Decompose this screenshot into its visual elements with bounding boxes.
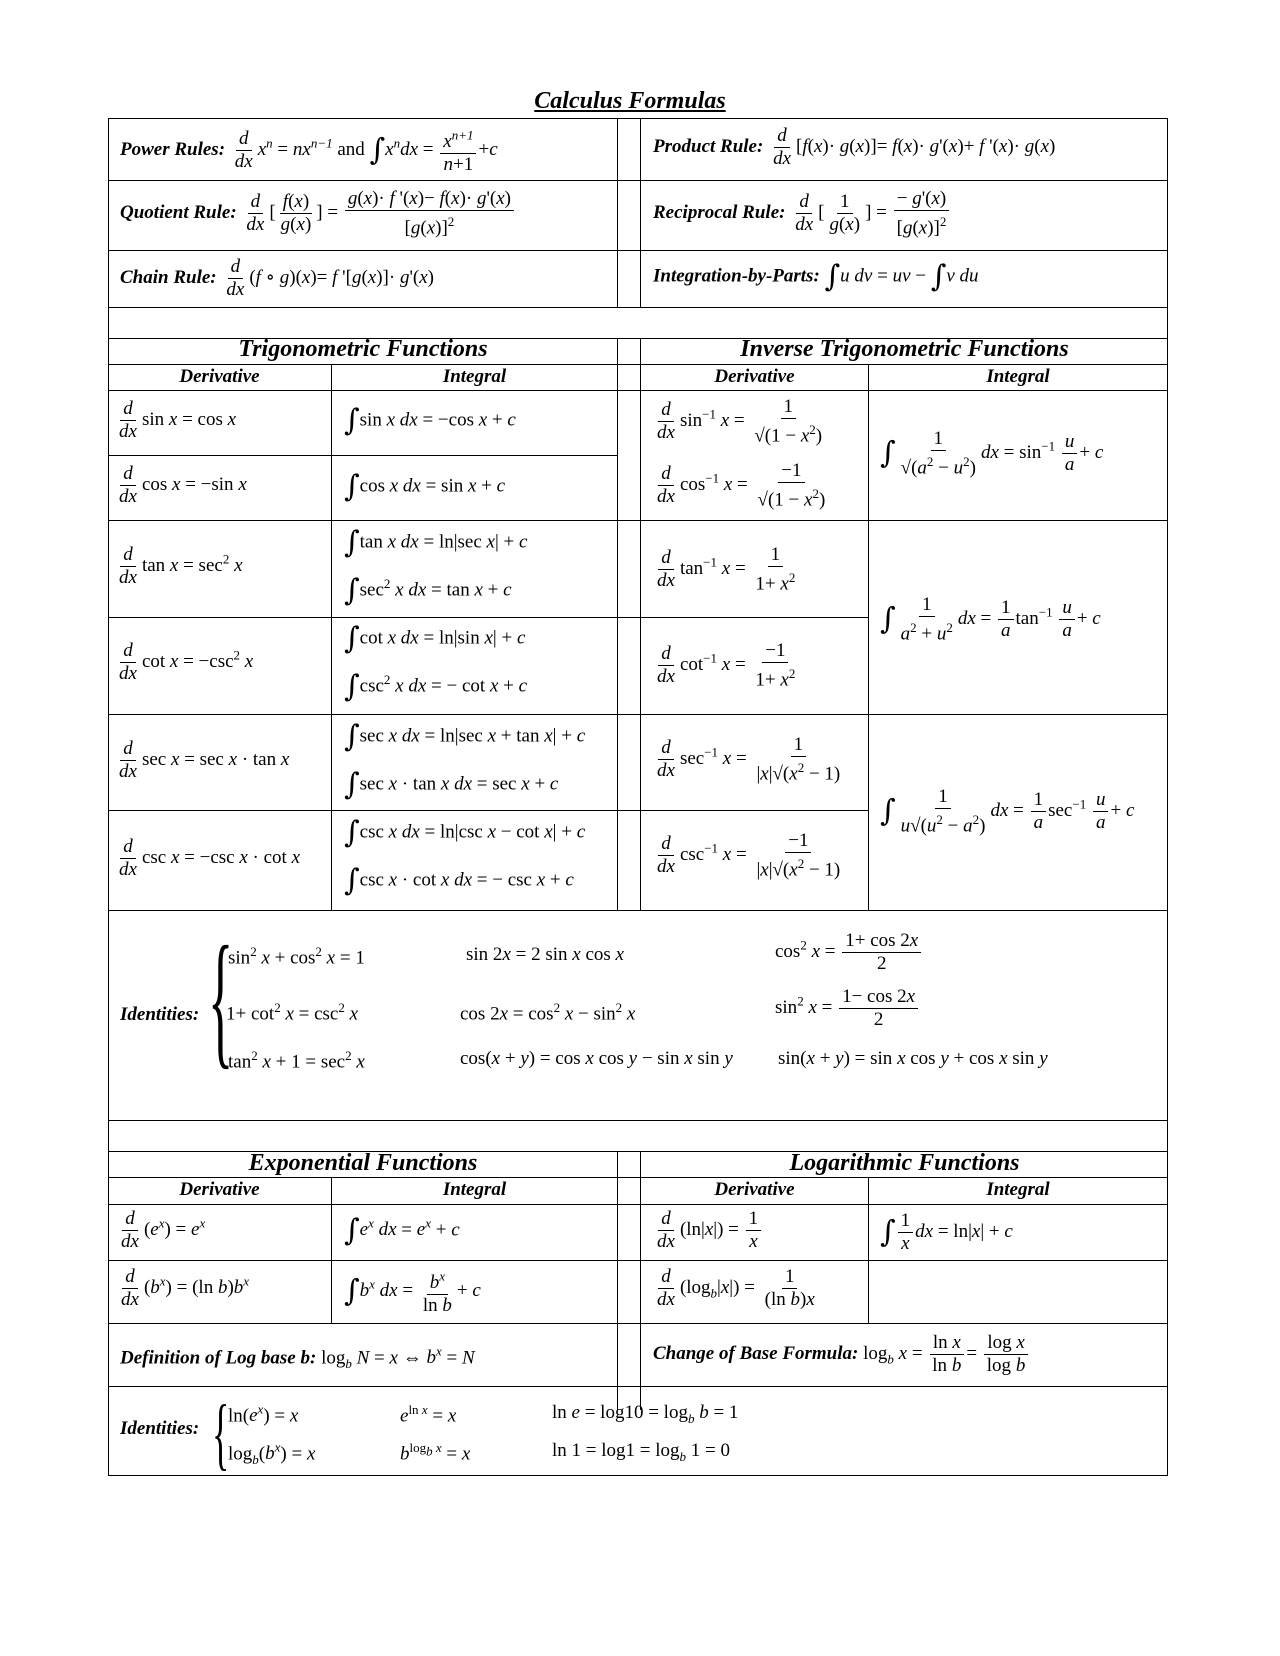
product-rule: Product Rule: $\frac{d}{dx}$ [f(x)· g(x)]= f(x)· g'(x)+ f '(x)· g(x) bbox=[653, 125, 1056, 169]
inv-derivative-header: Derivative bbox=[714, 366, 795, 387]
ibp-rule: Integration-by-Parts: ∫u dv = uv − ∫v du bbox=[653, 259, 979, 294]
int-sec2: $\int\sec^2$ x dx = tan x + c bbox=[344, 573, 512, 608]
identity-double-sin: sin 2x = 2 sin x cos x bbox=[466, 944, 624, 965]
deriv-logb: $\frac{d}{dx}$ $(\log_b|x|)$ = $\frac{1}{\text{(ln b)x}}$ bbox=[657, 1266, 815, 1310]
deriv-arccos: $\frac{d}{dx}$ $\cos^{-1} x$ = $\frac{-1}{√(1 - x^2)}$ bbox=[657, 460, 826, 511]
int-tan: ∫tan x dx = ln|sec x| + c bbox=[344, 525, 528, 560]
log-definition: Definition of Log base b: $\log_b N = x$ ⇔ $b^x = N$ bbox=[120, 1344, 475, 1372]
int-csc-cot: ∫csc x · cot x dx = − csc x + c bbox=[344, 863, 574, 898]
deriv-arcsin: $\frac{d}{dx}$ $\sin^{-1} x$ = $\frac{1}{√(1 - x^2)}$ bbox=[657, 396, 823, 447]
deriv-cos: $\frac{d}{dx}$ cos x = −sin x bbox=[119, 463, 247, 507]
deriv-arcsec: $\frac{d}{dx}$ $\sec^{-1} x$ = $\frac{1}{|x|√(x^2 - 1)}$ bbox=[657, 734, 841, 785]
identity-brace-2: { bbox=[212, 1390, 230, 1478]
rules-row-line bbox=[108, 180, 1168, 181]
trig-row-line bbox=[108, 810, 868, 811]
deriv-ln: $\frac{d}{dx}$ (ln|x|) = $\frac{1}{x}$ bbox=[652, 1208, 763, 1253]
log-heading: Logarithmic Functions bbox=[789, 1150, 1020, 1176]
chain-rule: Chain Rule: $\frac{d}{dx}$ (f ∘ g)(x)= f '[g(x)]· g'(x) bbox=[120, 256, 434, 300]
chain-rule-label: Chain Rule: bbox=[120, 266, 217, 288]
trig-integral-header: Integral bbox=[442, 366, 507, 387]
identities-label-text: Identities: bbox=[120, 1004, 200, 1025]
exp-line bbox=[108, 1323, 1168, 1324]
deriv-bexp: $\frac{d}{dx}$ $(b^x) = (\ln$ $b)b^x$ bbox=[121, 1266, 250, 1310]
deriv-sin: $\frac{d}{dx}$ sin x = cos x bbox=[119, 398, 237, 442]
deriv-cot: $\frac{d}{dx}$ $\cot x = -\csc^2$ x bbox=[119, 640, 254, 684]
identity-pythag-3: $\tan^2 x + 1 = \sec^2 x$ bbox=[228, 1048, 365, 1073]
identities-2-label bbox=[120, 1418, 199, 1440]
power-rule: Power Rules: $\frac{d}{dx}$ $x^n = nx^{n-1}$ and $\int x^ndx$ = $\frac{x^{n+1}}{n+1}$ +c bbox=[120, 125, 498, 176]
quotient-rule-label: Quotient Rule: bbox=[120, 202, 237, 224]
trig-line bbox=[108, 364, 1168, 365]
int-cos: ∫cos x dx = sin x + c bbox=[344, 469, 506, 504]
identity-log-b: $\log_b(b^x) = x$ bbox=[228, 1440, 316, 1468]
exp-log-divider bbox=[617, 1151, 641, 1410]
exp-line bbox=[108, 1177, 1168, 1178]
int-arcsin: ∫ $\frac{1}{√(a^2 - u^2)}$ dx = $\sin^{-1}$ $\frac{u}{a}$ + c bbox=[880, 428, 1104, 479]
int-reciprocal: ∫ $\frac{1}{x}$ dx = ln|x| + c bbox=[880, 1210, 1013, 1254]
int-sec: ∫sec x dx = ln|sec x + tan x| + c bbox=[344, 719, 586, 754]
log-integral-header: Integral bbox=[986, 1179, 1050, 1200]
identity-sin-sum: sin(x + y) = sin x cos y + cos x sin y bbox=[778, 1048, 1048, 1069]
deriv-arctan: $\frac{d}{dx}$ $\tan^{-1} x$ = $\frac{1}{1+ x^2}$ bbox=[657, 544, 796, 595]
spacer-row-2 bbox=[108, 1121, 1168, 1151]
identity-pythag-2: $1+ \cot^2 x = \csc^2 x$ bbox=[226, 1000, 359, 1025]
int-csc2: $\int\csc^2$ x dx = − cot x + c bbox=[344, 669, 528, 704]
page-title: Calculus Formulas bbox=[534, 88, 726, 114]
deriv-exp: $\frac{d}{dx}$ $(e^x) = e^x$ bbox=[121, 1208, 206, 1252]
identity-b-log: $b^{log_b x} = x$ bbox=[400, 1440, 471, 1465]
identity-sin-squared: $\sin^2 x$ = $\frac{1- \cos 2x}{2}$ bbox=[775, 986, 920, 1031]
product-rule-label: Product Rule: bbox=[653, 135, 764, 157]
trig-vline bbox=[331, 364, 332, 911]
exp-line bbox=[108, 1204, 1168, 1205]
exp-heading: Exponential Functions bbox=[248, 1150, 478, 1176]
exp-line bbox=[108, 1260, 1168, 1261]
log-definition-label: Definition of Log base b: bbox=[120, 1347, 317, 1369]
deriv-arccot: $\frac{d}{dx}$ $\cot^{-1} x$ = $\frac{-1}{1+ x^2}$ bbox=[657, 640, 796, 691]
spacer-row bbox=[108, 308, 1168, 338]
deriv-sec: $\frac{d}{dx}$ sec x = sec x · tan x bbox=[119, 738, 290, 782]
rules-row-line bbox=[108, 250, 1168, 251]
trig-line bbox=[108, 390, 1168, 391]
identity-cos-squared: $\cos^2 x$ = $\frac{1+ \cos 2x}{2}$ bbox=[775, 930, 923, 975]
int-sec-tan: ∫sec x · tan x dx = sec x + c bbox=[344, 767, 559, 802]
exp-line bbox=[108, 1386, 1168, 1387]
identity-double-cos: $\cos 2x = \cos^2 x - \sin^2 x$ bbox=[460, 1000, 636, 1025]
identity-brace: { bbox=[208, 916, 234, 1082]
trig-row-line bbox=[108, 617, 868, 618]
trig-row-line bbox=[108, 714, 1168, 715]
int-csc: ∫csc x dx = ln|csc x − cot x| + c bbox=[344, 815, 586, 850]
trig-vline bbox=[868, 364, 869, 911]
identity-log-zero: $\ln 1 = \log 1 = \log_b 1 = 0$ bbox=[552, 1440, 730, 1464]
rules-divider bbox=[617, 118, 641, 308]
int-arcsec: ∫ $\frac{1}{u√(u^2 - a^2)}$ dx = $\frac{1}{a}$ $\sec^{-1}$ $\frac{u}{a}$ + c bbox=[880, 786, 1135, 837]
int-bexp: $\int b^x$ dx = $\frac{b^x}{\text{ln b}}$ + c bbox=[344, 1266, 481, 1317]
trig-derivative-header: Derivative bbox=[179, 366, 260, 387]
trig-heading: Trigonometric Functions bbox=[238, 336, 488, 362]
reciprocal-rule-label: Reciprocal Rule: bbox=[653, 202, 786, 224]
identity-cos-sum: cos(x + y) = cos x cos y − sin x sin y bbox=[460, 1048, 733, 1069]
inv-integral-header: Integral bbox=[986, 366, 1050, 387]
int-exp: $\int e^x$ dx = $e^x + c$ bbox=[344, 1213, 460, 1248]
identity-e-ln: $e^{ln x} = x$ bbox=[400, 1402, 457, 1427]
quotient-rule: Quotient Rule: $\frac{d}{dx}$ [ $\frac{f(x)}{g(x)}$ ] = $\frac{g(x)\cdot f '(x)- f(x)\cdot g'(x)}{[g(x)]^2}$ bbox=[120, 188, 516, 239]
log-derivative-header: Derivative bbox=[714, 1179, 795, 1200]
deriv-csc: $\frac{d}{dx}$ csc x = −csc x · cot x bbox=[119, 836, 301, 880]
identity-pythag-1: $\sin^2 x + \cos^2 x = 1$ bbox=[228, 944, 365, 969]
identity-ln-exp: $\ln(e^x) = x$ bbox=[228, 1402, 299, 1427]
change-of-base-label: Change of Base Formula: bbox=[653, 1342, 859, 1364]
deriv-arccsc: $\frac{d}{dx}$ $\csc^{-1} x$ = $\frac{-1}{|x|√(x^2 - 1)}$ bbox=[657, 830, 841, 881]
change-of-base: Change of Base Formula: $\log_b x$ = $\frac{\text{ln x}}{\text{ln b}}$ = $\frac{\text{log x}}{\text{log b}}$ bbox=[653, 1332, 1030, 1377]
exp-derivative-header: Derivative bbox=[179, 1179, 260, 1200]
trig-row-line bbox=[108, 520, 1168, 521]
identities-label bbox=[120, 1004, 199, 1026]
exp-integral-header: Integral bbox=[442, 1179, 507, 1200]
int-sin: ∫sin x dx = −cos x + c bbox=[344, 403, 516, 438]
int-cot: ∫cot x dx = ln|sin x| + c bbox=[344, 621, 526, 656]
int-arctan: ∫ $\frac{1}{a^2 + u^2}$ dx = $\frac{1}{a}$ $\tan^{-1}$ $\frac{u}{a}$ + c bbox=[880, 594, 1101, 645]
ibp-label: Integration-by-Parts: bbox=[653, 265, 820, 287]
trig-divider bbox=[617, 338, 641, 911]
power-rule-label: Power Rules: bbox=[120, 139, 226, 161]
deriv-tan: $\frac{d}{dx}$ $\tan x = \sec^2 x$ bbox=[119, 544, 243, 588]
identities-2-label-text: Identities: bbox=[120, 1418, 200, 1439]
inverse-trig-heading: Inverse Trigonometric Functions bbox=[740, 336, 1069, 362]
identity-log-one: $\ln e = \log 10 = \log_b b = 1$ bbox=[552, 1402, 739, 1426]
trig-row-line bbox=[108, 455, 618, 456]
reciprocal-rule: Reciprocal Rule: $\frac{d}{dx}$ [ $\frac{1}{g(x)}$ ] = $\frac{- g'(x)}{[g(x)]^2}$ bbox=[653, 188, 951, 239]
